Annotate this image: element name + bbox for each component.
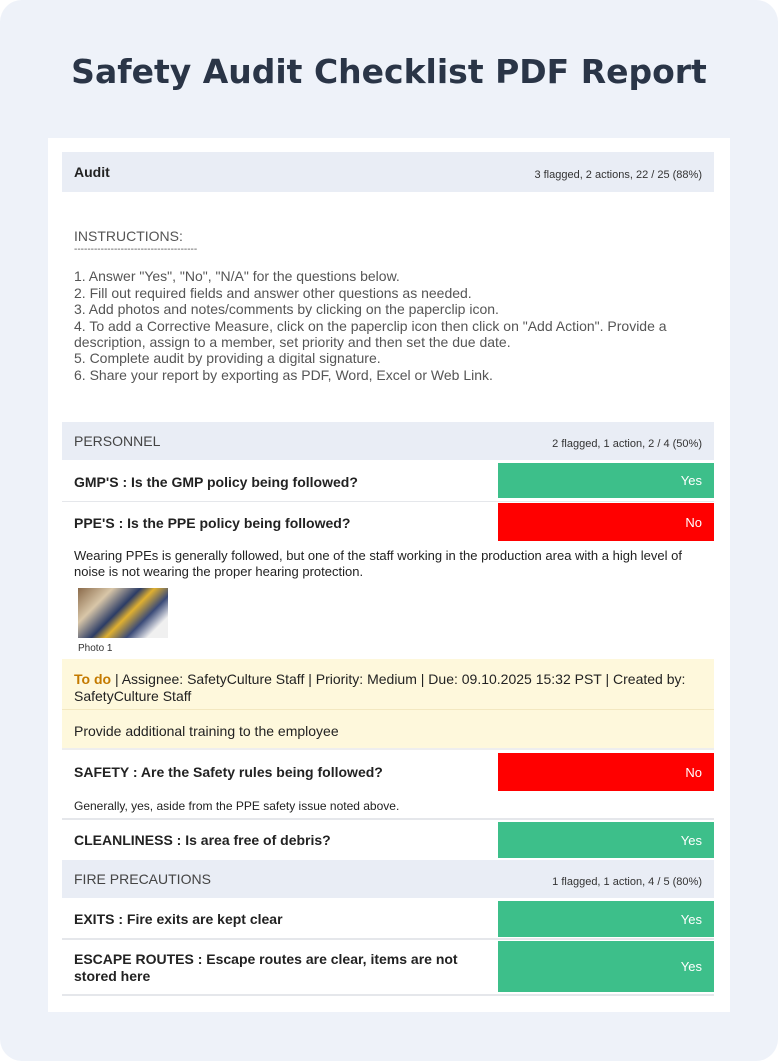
section-header-fire-precautions <box>62 860 714 898</box>
report-document <box>48 138 730 1012</box>
audit-label: Audit <box>74 164 110 180</box>
answer-no[interactable]: No <box>498 503 714 541</box>
instructions <box>62 228 714 383</box>
question-row <box>62 822 714 858</box>
question-row <box>62 503 714 543</box>
action-card[interactable] <box>62 659 714 750</box>
action-details: | Assignee: SafetyCulture Staff | Priority: Medium | Due: 09.10.2025 15:32 PST | Created by: SafetyCulture Staff <box>74 671 686 704</box>
instruction-line: 2. Fill out required fields and answer other questions as needed. <box>74 284 472 301</box>
question-row <box>62 941 714 996</box>
question-row <box>62 900 714 940</box>
question-text: PPE'S : Is the PPE policy being followed? <box>74 515 351 531</box>
instructions-divider: ------------------------------------- <box>74 244 198 256</box>
question-note: Generally, yes, aside from the PPE safety issue noted above. <box>62 798 714 820</box>
section-summary: 1 flagged, 1 action, 4 / 5 (80%) <box>552 876 702 888</box>
instruction-line: 1. Answer "Yes", "No", "N/A" for the questions below. <box>74 268 400 285</box>
instruction-line: 6. Share your report by exporting as PDF, Word, Excel or Web Link. <box>74 366 493 383</box>
action-description: Provide additional training to the employee <box>74 723 339 739</box>
question-row <box>62 752 714 791</box>
photo-label: Photo 1 <box>78 643 113 654</box>
instructions-heading: INSTRUCTIONS: <box>74 228 183 244</box>
section-label: PERSONNEL <box>74 433 161 449</box>
answer-yes[interactable]: Yes <box>498 822 714 858</box>
page-title: Safety Audit Checklist PDF Report <box>71 52 707 91</box>
instruction-line: 5. Complete audit by providing a digital signature. <box>74 350 381 367</box>
question-text: GMP'S : Is the GMP policy being followed? <box>74 473 358 490</box>
instruction-line: 4. To add a Corrective Measure, click on the paperclip icon then click on "Add Action". Provide a description, assign to a member, set priority and then set the due date. <box>74 317 667 351</box>
audit-summary: 3 flagged, 2 actions, 22 / 25 (88%) <box>534 169 702 181</box>
audit-header <box>62 152 714 192</box>
instruction-line: 3. Add photos and notes/comments by clicking on the paperclip icon. <box>74 301 499 318</box>
question-text: ESCAPE ROUTES : Escape routes are clear, items are not stored here <box>74 950 458 984</box>
answer-yes[interactable]: Yes <box>498 463 714 498</box>
question-text: CLEANLINESS : Is area free of debris? <box>74 832 331 848</box>
question-text: EXITS : Fire exits are kept clear <box>74 911 283 927</box>
photo-attachment[interactable] <box>62 588 714 654</box>
question-text: SAFETY : Are the Safety rules being followed? <box>74 763 383 780</box>
question-note: Wearing PPEs is generally followed, but one of the staff working in the production area with a high level of noise is not wearing the proper hearing protection. <box>74 548 682 579</box>
question-row <box>62 462 714 502</box>
answer-yes[interactable]: Yes <box>498 941 714 992</box>
answer-no[interactable]: No <box>498 753 714 791</box>
section-label: FIRE PRECAUTIONS <box>74 871 211 887</box>
action-status: To do <box>74 671 112 687</box>
section-summary: 2 flagged, 1 action, 2 / 4 (50%) <box>552 438 702 450</box>
section-header-personnel <box>62 422 714 460</box>
photo-thumbnail[interactable] <box>78 588 168 638</box>
answer-yes[interactable]: Yes <box>498 901 714 937</box>
